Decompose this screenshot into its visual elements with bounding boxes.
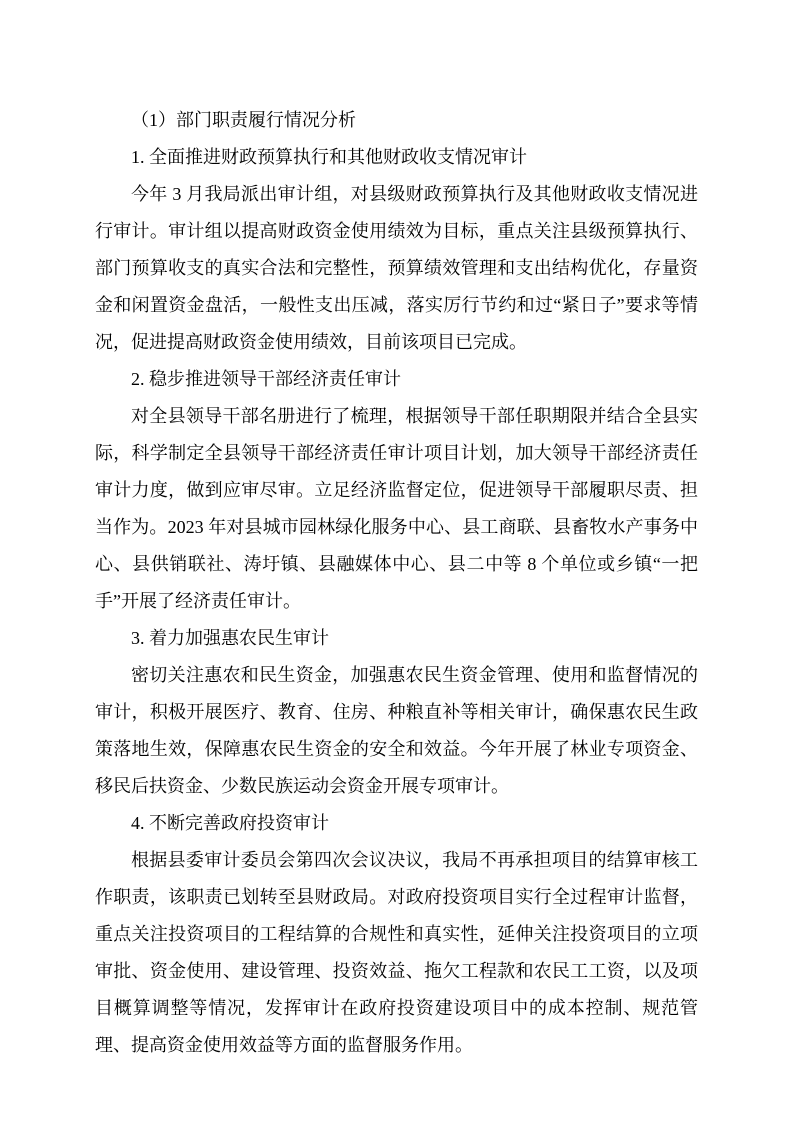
section-heading: （1）部门职责履行情况分析 — [131, 110, 356, 130]
body-paragraph-3: 密切关注惠农和民生资金，加强惠农民生资金管理、使用和监督情况的审计，积极开展医疗、教育、住房、种粮直补等相关审计，确保惠农民生政策落地生效，保障惠农民生资金的安全和效益。今年开展了林业专项资金、移民后扶资金、少数民族运动会资金开展专项审计。 — [95, 665, 698, 796]
subheading-1: 1. 全面推进财政预算执行和其他财政收支情况审计 — [131, 147, 527, 167]
subheading-2: 2. 稳步推进领导干部经济责任审计 — [131, 369, 401, 389]
subheading-4: 4. 不断完善政府投资审计 — [131, 813, 329, 833]
body-paragraph-4: 根据县委审计委员会第四次会议决议，我局不再承担项目的结算审核工作职责，该职责已划转至县财政局。对政府投资项目实行全过程审计监督，重点关注投资项目的工程结算的合规性和真实性，延伸关注投资项目的立项审批、资金使用、建设管理、投资效益、拖欠工程款和农民工工资，以及项目概算调整等情况，发挥审计在政府投资建设项目中的成本控制、规范管理、提高资金使用效益等方面的监督服务作用。 — [95, 850, 698, 1055]
body-paragraph-1: 今年 3 月我局派出审计组，对县级财政预算执行及其他财政收支情况进行审计。审计组以提高财政资金使用绩效为目标，重点关注县级预算执行、部门预算收支的真实合法和完整性，预算绩效管理和支出结构优化，存量资金和闲置资金盘活，一般性支出压减，落实厉行节约和过“紧日子”要求等情况，促进提高财政资金使用绩效，目前该项目已完成。 — [95, 184, 698, 352]
subheading-3: 3. 着力加强惠农民生审计 — [131, 628, 329, 648]
body-paragraph-2: 对全县领导干部名册进行了梳理，根据领导干部任职期限并结合全县实际，科学制定全县领导干部经济责任审计项目计划，加大领导干部经济责任审计力度，做到应审尽审。立足经济监督定位，促进领导干部履职尽责、担当作为。2023 年对县城市园林绿化服务中心、县工商联、县畜牧水产事务中心、县供销联社、涛圩镇、县融媒体中心、县二中等 8 个单位或乡镇“一把手”开展了经济责任审计。 — [95, 406, 698, 611]
